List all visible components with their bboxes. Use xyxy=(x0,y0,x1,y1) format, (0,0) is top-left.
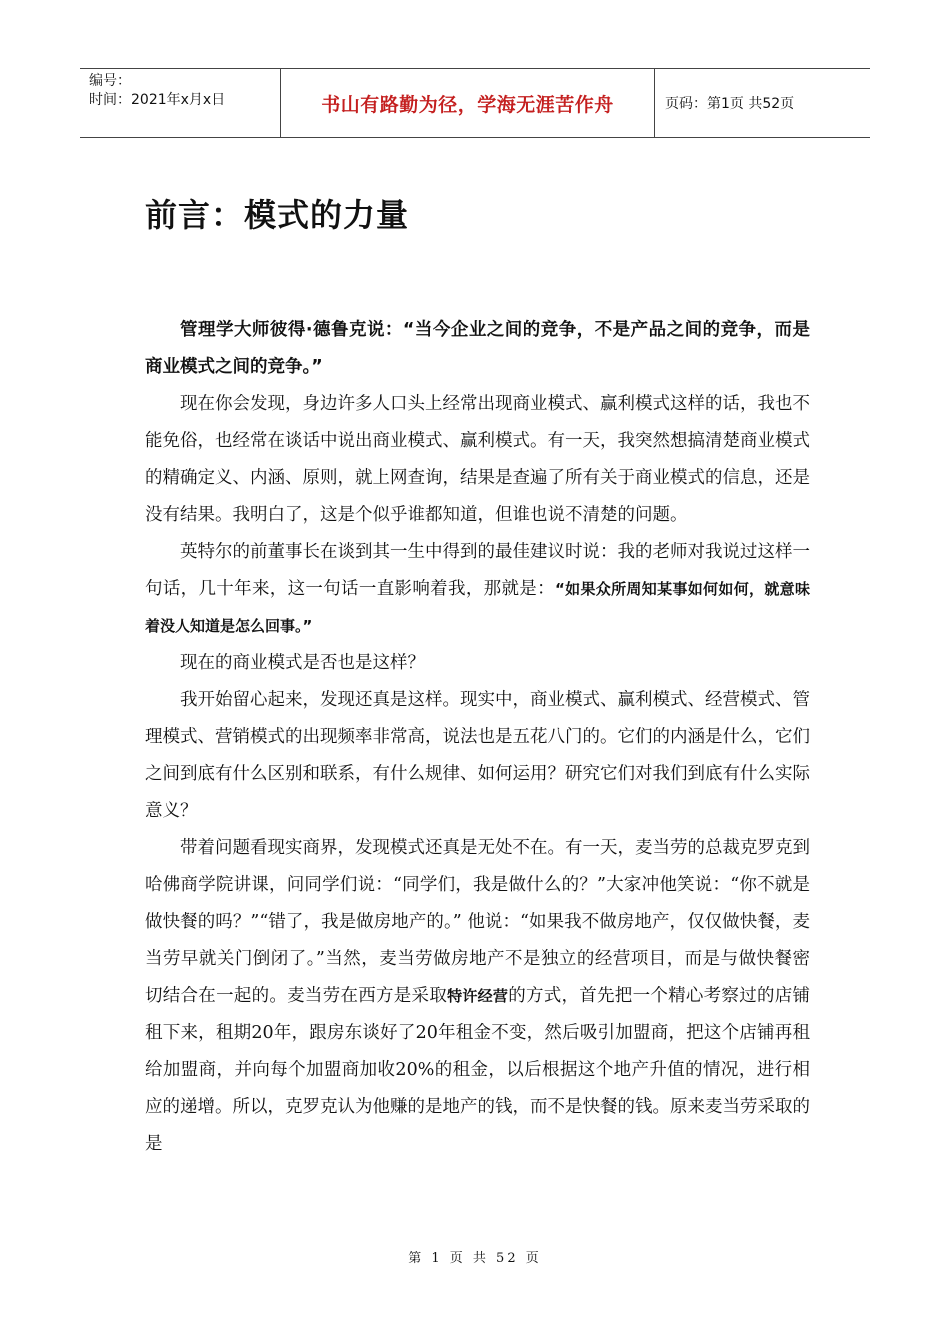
paragraph-6-text-c: 的方式，首先把一个精心考察过的店铺租下来，租期20年，跟房东谈好了20年租金不变，然后吸引加盟商，把这个店铺再租给加盟商，并向每个加盟商加收20%的租金，以后根据这个地产升值的情况，进行相应的递增。所以，克罗克认为他赚的是地产的钱，而不是快餐的钱。原来麦当劳采取的是 xyxy=(145,986,811,1154)
number-label: 编号： xyxy=(89,73,131,89)
header-meta xyxy=(80,69,281,137)
paragraph-5: 我开始留心起来，发现还真是这样。现实中，商业模式、赢利模式、经营模式、管理模式、营销模式的出现频率非常高，说法也是五花八门的。它们的内涵是什么，它们之间到底有什么区别和联系，有什么规律、如何运用？研究它们对我们到底有什么实际意义？ xyxy=(145,690,810,821)
paragraph-3-quote: “如果众所周知某事如何如何，就意味着没人知道是怎么回事。” xyxy=(145,580,810,635)
header-motto: 书山有路勤为径，学海无涯苦作舟 xyxy=(281,69,655,137)
page-header xyxy=(80,68,870,138)
paragraph-6-bold-term: 特许经营 xyxy=(447,987,509,1005)
paragraph-quote-drucker: 管理学大师彼得·德鲁克说：“当今企业之间的竞争，不是产品之间的竞争，而是商业模式之间的竞争。” xyxy=(145,320,810,377)
paragraph-6-text-a: 带着问题看现实商界，发现模式还真是无处不在。有一天，麦当劳的总裁克罗克到哈佛商学院讲课，问同学们说：“同学们，我是做什么的？”大家冲他笑说：“你不就是做快餐的吗？”“错了，我是做房地产的。” 他说：“如果我不做房地产，仅仅做快餐，麦当劳早就关门倒闭了。”当然，麦当劳做房地产不是独立的经营项目，而是与做快餐密切结合在一起的。麦当劳在西方是采取 xyxy=(145,838,810,1006)
time-label: 时间：2021年x月x日 xyxy=(89,92,226,108)
document-body xyxy=(145,312,810,1163)
paragraph-4: 现在的商业模式是否也是这样？ xyxy=(180,653,425,673)
header-page-info: 页码：第1页 共52页 xyxy=(665,96,795,112)
paragraph-6 xyxy=(145,830,810,1163)
paragraph-3-text: 英特尔的前董事长在谈到其一生中得到的最佳建议时说：我的老师对我说过这样一句话，几十年来，这一句话一直影响着我，那就是： xyxy=(145,542,810,599)
page-title: 前言：模式的力量 xyxy=(145,196,410,234)
paragraph-2: 现在你会发现，身边许多人口头上经常出现商业模式、赢利模式这样的话，我也不能免俗，也经常在谈话中说出商业模式、赢利模式。有一天，我突然想搞清楚商业模式的精确定义、内涵、原则，就上网查询，结果是查遍了所有关于商业模式的信息，还是没有结果。我明白了，这是个似乎谁都知道，但谁也说不清楚的问题。 xyxy=(145,394,810,525)
page-footer: 第 1 页 共 52 页 xyxy=(408,1251,542,1266)
paragraph-3 xyxy=(145,534,810,645)
